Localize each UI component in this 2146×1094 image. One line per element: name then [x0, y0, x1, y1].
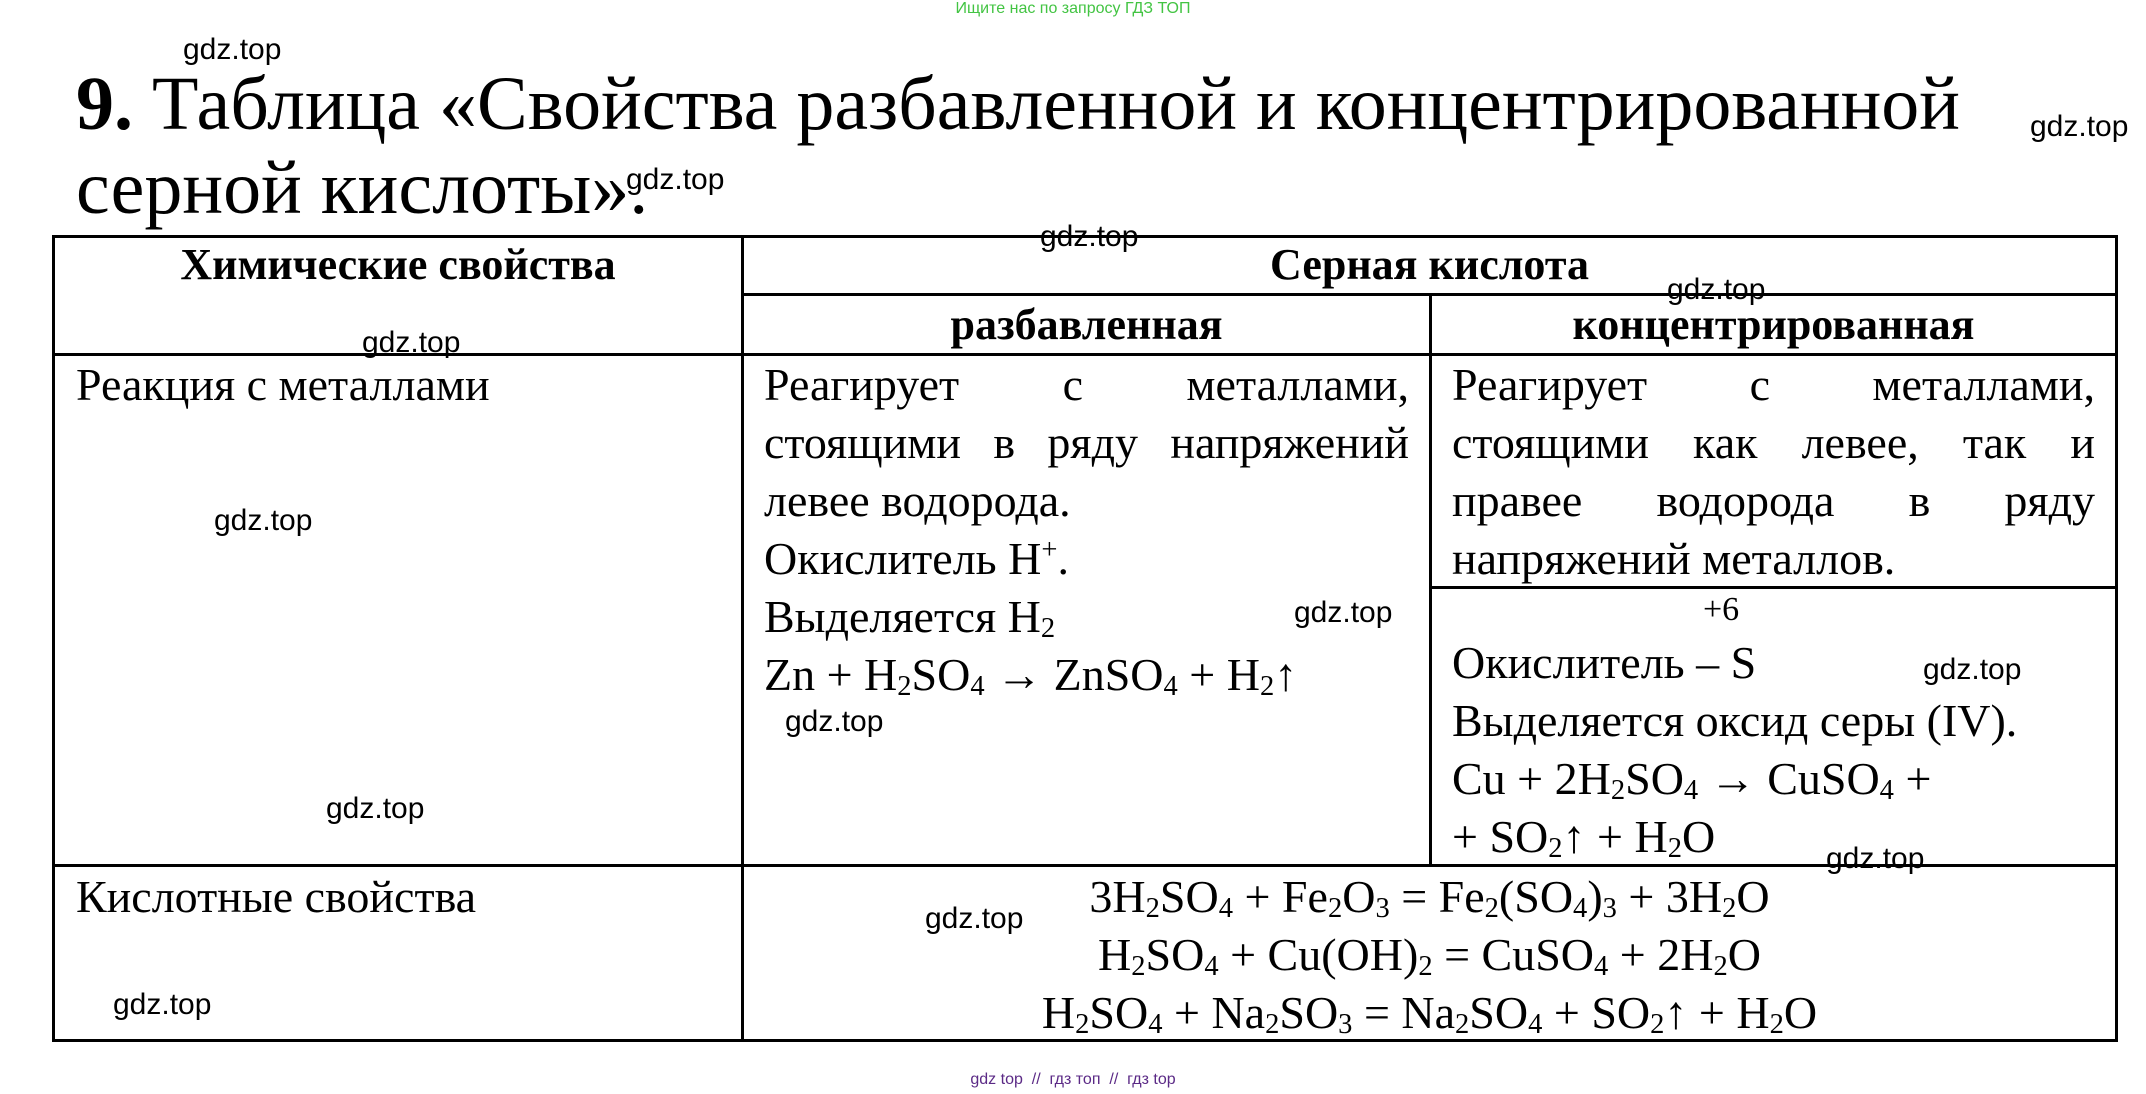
- header-sulfuric-acid: Серная кислота: [1270, 240, 1589, 289]
- watermark: gdz.top: [183, 33, 282, 66]
- title-text-1: Таблица «Свойства разбавленной и концентрированной: [152, 62, 1960, 146]
- eq-sub: 4: [970, 671, 985, 703]
- dilute-oxidizer-charge: +: [1041, 534, 1058, 566]
- eq-sub: 4: [1163, 671, 1178, 703]
- eq-part: O: [1727, 929, 1761, 980]
- acidic-equations-cell: [744, 868, 2115, 1042]
- eq-sub: 4: [1148, 1009, 1163, 1041]
- eq-part: SO: [911, 649, 971, 700]
- eq-part: O: [1736, 871, 1770, 922]
- eq-sub: 4: [1528, 1009, 1543, 1041]
- eq-part: SO: [1469, 987, 1529, 1038]
- header-chemical-properties: Химические свойства: [180, 240, 616, 289]
- eq-part: = CuSO: [1432, 929, 1595, 980]
- table-col-divider-2: [1429, 293, 1432, 866]
- eq-sub: 2: [1259, 671, 1275, 703]
- task-number: 9.: [76, 62, 133, 146]
- eq-part: +: [1893, 753, 1932, 804]
- dilute-equation: [764, 646, 1409, 704]
- dilute-gas-index: 2: [1040, 613, 1056, 645]
- title-line-1: [76, 62, 1976, 146]
- page-title: [76, 62, 1976, 230]
- eq-sub: 2: [1650, 1009, 1665, 1041]
- concentrated-oxidizer: Окислитель – S: [1452, 637, 1757, 688]
- header-dilute: разбавленная: [950, 300, 1223, 349]
- eq-sub: 4: [1204, 951, 1219, 983]
- watermark: gdz.top: [1923, 653, 2022, 686]
- row-label-metals: Реакция с металлами: [76, 359, 490, 410]
- concentrated-oxidation-state: +6: [1703, 591, 1740, 628]
- eq-sub: 2: [1722, 893, 1737, 925]
- eq-sub: 4: [1218, 893, 1233, 925]
- eq-part: 3H: [1089, 871, 1146, 922]
- concentrated-gas: Выделяется оксид серы (IV).: [1452, 695, 2018, 746]
- eq-sub: 2: [1610, 775, 1626, 807]
- dilute-description: Реагирует с металлами, стоящими в ряду напряжений левее водорода.: [764, 359, 1409, 526]
- eq-part: SO: [1145, 929, 1205, 980]
- eq-part: + Na: [1162, 987, 1266, 1038]
- watermark: gdz.top: [925, 902, 1024, 935]
- eq-sub: 2: [897, 671, 912, 703]
- dilute-oxidizer: [764, 530, 1409, 588]
- eq-sub: 2: [1484, 893, 1499, 925]
- eq-part: + Fe: [1232, 871, 1328, 922]
- dilute-gas-text: Выделяется H: [764, 591, 1041, 642]
- dilute-oxidizer-end: .: [1057, 533, 1069, 584]
- eq-part: ↑ + H: [1664, 987, 1770, 1038]
- eq-sub: 2: [1327, 893, 1343, 925]
- eq-part: SO: [1159, 871, 1219, 922]
- eq-part: ↑ + H: [1562, 811, 1668, 862]
- eq-part: + 3H: [1616, 871, 1723, 922]
- eq-sub: 2: [1145, 893, 1160, 925]
- eq-part: SO: [1279, 987, 1339, 1038]
- eq-part: + Cu(OH): [1218, 929, 1419, 980]
- dilute-metals-cell: [764, 356, 1409, 704]
- eq-sub: 3: [1338, 1009, 1353, 1041]
- eq-part: → ZnSO: [984, 649, 1164, 700]
- eq-part: O: [1681, 811, 1716, 862]
- watermark: gdz.top: [1667, 273, 1766, 306]
- eq-part: = Na: [1352, 987, 1456, 1038]
- eq-sub: 2: [1548, 833, 1563, 865]
- eq-sub: 4: [1683, 775, 1699, 807]
- watermark: gdz.top: [113, 988, 212, 1021]
- eq-sub: 2: [1667, 833, 1682, 865]
- table-border-right: [2115, 235, 2118, 1042]
- top-search-note: Ищите нас по запросу ГДЗ ТОП: [955, 0, 1191, 17]
- watermark: gdz.top: [362, 326, 461, 359]
- title-line-2: серной кислоты».: [76, 146, 649, 230]
- table-border-left: [52, 235, 55, 1042]
- dilute-oxidizer-text: Окислитель H: [764, 533, 1042, 584]
- eq-sub: 4: [1573, 893, 1588, 925]
- eq-sub: 2: [1265, 1009, 1280, 1041]
- watermark: gdz.top: [626, 163, 725, 196]
- eq-part: O: [1342, 871, 1376, 922]
- watermark: gdz.top: [785, 705, 884, 738]
- eq-sub: 3: [1375, 893, 1390, 925]
- watermark: gdz.top: [214, 504, 313, 537]
- eq-part: Cu + 2H: [1452, 753, 1611, 804]
- eq-part: + SO: [1452, 811, 1549, 862]
- concentrated-equation-1: [1452, 750, 2112, 808]
- eq-part: SO: [1625, 753, 1684, 804]
- watermark: gdz.top: [326, 792, 425, 825]
- watermark: gdz.top: [1826, 842, 1925, 875]
- eq-sub: 4: [1879, 775, 1894, 807]
- eq-sub: 2: [1455, 1009, 1470, 1041]
- watermark: gdz.top: [1294, 596, 1393, 629]
- eq-part: SO: [1089, 987, 1149, 1038]
- eq-part: H: [1098, 929, 1132, 980]
- eq-sub: 2: [1418, 951, 1433, 983]
- eq-part: → CuSO: [1698, 753, 1880, 804]
- concentrated-description: Реагирует с металлами, стоящими как левее, так и правее водорода в ряду напряжений металлов.: [1452, 359, 2095, 584]
- eq-part: (SO: [1498, 871, 1574, 922]
- row-label-acidic: Кислотные свойства: [76, 871, 477, 922]
- watermark: gdz.top: [1040, 220, 1139, 253]
- watermark: gdz.top: [2030, 110, 2129, 143]
- eq-part: ): [1587, 871, 1603, 922]
- eq-sub: 3: [1602, 893, 1617, 925]
- eq-part: ↑: [1274, 649, 1298, 700]
- acidic-equation-3: [744, 984, 2115, 1042]
- eq-part: H: [1041, 987, 1076, 1038]
- eq-part: + H: [1177, 649, 1260, 700]
- eq-sub: 2: [1075, 1009, 1090, 1041]
- eq-part: + SO: [1542, 987, 1651, 1038]
- footer-links: gdz top // гдз топ // гдз top: [970, 1071, 1176, 1088]
- concentrated-equation-2: [1452, 808, 2112, 866]
- eq-sub: 2: [1769, 1009, 1784, 1041]
- eq-sub: 2: [1131, 951, 1146, 983]
- eq-part: O: [1783, 987, 1818, 1038]
- eq-sub: 4: [1594, 951, 1609, 983]
- header-concentrated: концентрированная: [1572, 300, 1975, 349]
- eq-sub: 2: [1713, 951, 1728, 983]
- eq-part: = Fe: [1389, 871, 1485, 922]
- eq-part: Zn + H: [764, 649, 898, 700]
- eq-part: + 2H: [1608, 929, 1714, 980]
